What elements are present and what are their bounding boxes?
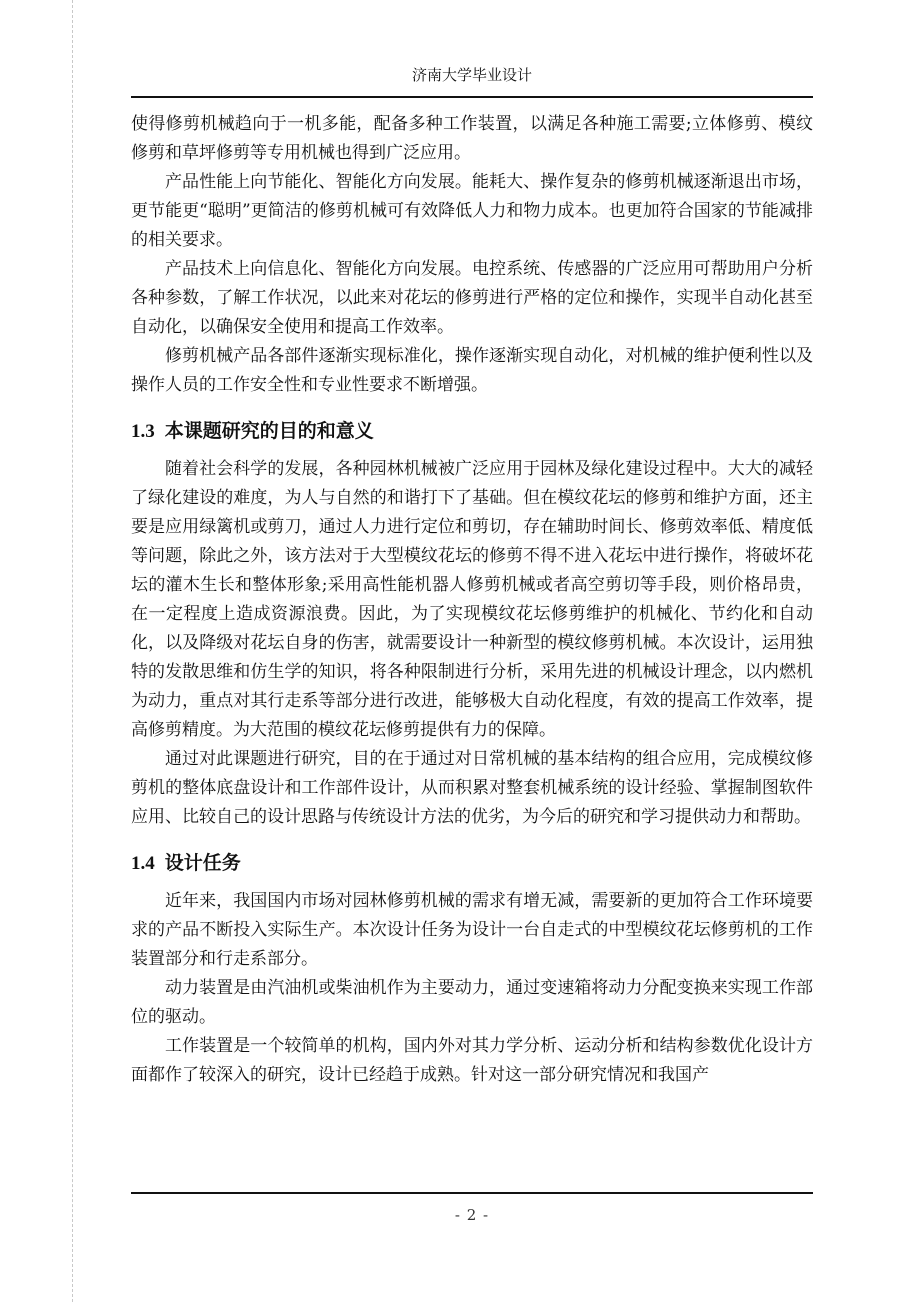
footer-rule [131,1192,813,1194]
paragraph: 工作装置是一个较简单的机构，国内外对其力学分析、运动分析和结构参数优化设计方面都作了较深入的研究，设计已经趋于成熟。针对这一部分研究情况和我国产 [131,1036,813,1085]
page-content [131,110,813,1090]
section-heading-1-3 [131,414,813,449]
section-heading-1-4 [131,846,813,881]
section-number: 1.3 [131,421,155,442]
page-number: - 2 - [454,1206,490,1224]
paragraph: 使得修剪机械趋向于一机多能，配备多种工作装置，以满足各种施工需要;立体修剪、模纹修剪和草坪修剪等专用机械也得到广泛应用。 [131,114,813,163]
section-title: 本课题研究的目的和意义 [164,420,374,442]
paragraph: 通过对此课题进行研究，目的在于通过对日常机械的基本结构的组合应用，完成模纹修剪机的整体底盘设计和工作部件设计，从而积累对整套机械系统的设计经验、掌握制图软件应用、比较自己的设计思路与传统设计方法的优劣，为今后的研究和学习提供动力和帮助。 [131,749,813,827]
paragraph: 动力装置是由汽油机或柴油机作为主要动力，通过变速箱将动力分配变换来实现工作部位的驱动。 [131,978,813,1027]
section-number: 1.4 [131,853,155,874]
binding-line [72,0,73,1302]
paragraph: 修剪机械产品各部件逐渐实现标准化，操作逐渐实现自动化，对机械的维护便利性以及操作人员的工作安全性和专业性要求不断增强。 [131,346,813,395]
paragraph: 产品性能上向节能化、智能化方向发展。能耗大、操作复杂的修剪机械逐渐退出市场，更节能更“聪明”更简洁的修剪机械可有效降低人力和物力成本。也更加符合国家的节能减排的相关要求。 [131,172,813,250]
header-rule [131,96,813,98]
paragraph: 随着社会科学的发展，各种园林机械被广泛应用于园林及绿化建设过程中。大大的减轻了绿化建设的难度，为人与自然的和谐打下了基础。但在模纹花坛的修剪和维护方面，还主要是应用绿篱机或剪刀，通过人力进行定位和剪切，存在辅助时间长、修剪效率低、精度低等问题，除此之外，该方法对于大型模纹花坛的修剪不得不进入花坛中进行操作，将破坏花坛的灌木生长和整体形象;采用高性能机器人修剪机械或者高空剪切等手段，则价格昂贵，在一定程度上造成资源浪费。因此，为了实现模纹花坛修剪维护的机械化、节约化和自动化，以及降级对花坛自身的伤害，就需要设计一种新型的模纹修剪机械。本次设计，运用独特的发散思维和仿生学的知识，将各种限制进行分析，采用先进的机械设计理念，以内燃机为动力，重点对其行走系等部分进行改进，能够极大自动化程度，有效的提高工作效率，提高修剪精度。为大范围的模纹花坛修剪提供有力的保障。 [131,459,813,740]
section-title: 设计任务 [164,852,241,874]
paragraph: 近年来，我国国内市场对园林修剪机械的需求有增无减，需要新的更加符合工作环境要求的产品不断投入实际生产。本次设计任务为设计一台自走式的中型模纹花坛修剪机的工作装置部分和行走系部分。 [131,891,813,969]
page-header: 济南大学毕业设计 [411,66,532,84]
paragraph: 产品技术上向信息化、智能化方向发展。电控系统、传感器的广泛应用可帮助用户分析各种参数，了解工作状况，以此来对花坛的修剪进行严格的定位和操作，实现半自动化甚至自动化，以确保安全使用和提高工作效率。 [131,259,813,337]
